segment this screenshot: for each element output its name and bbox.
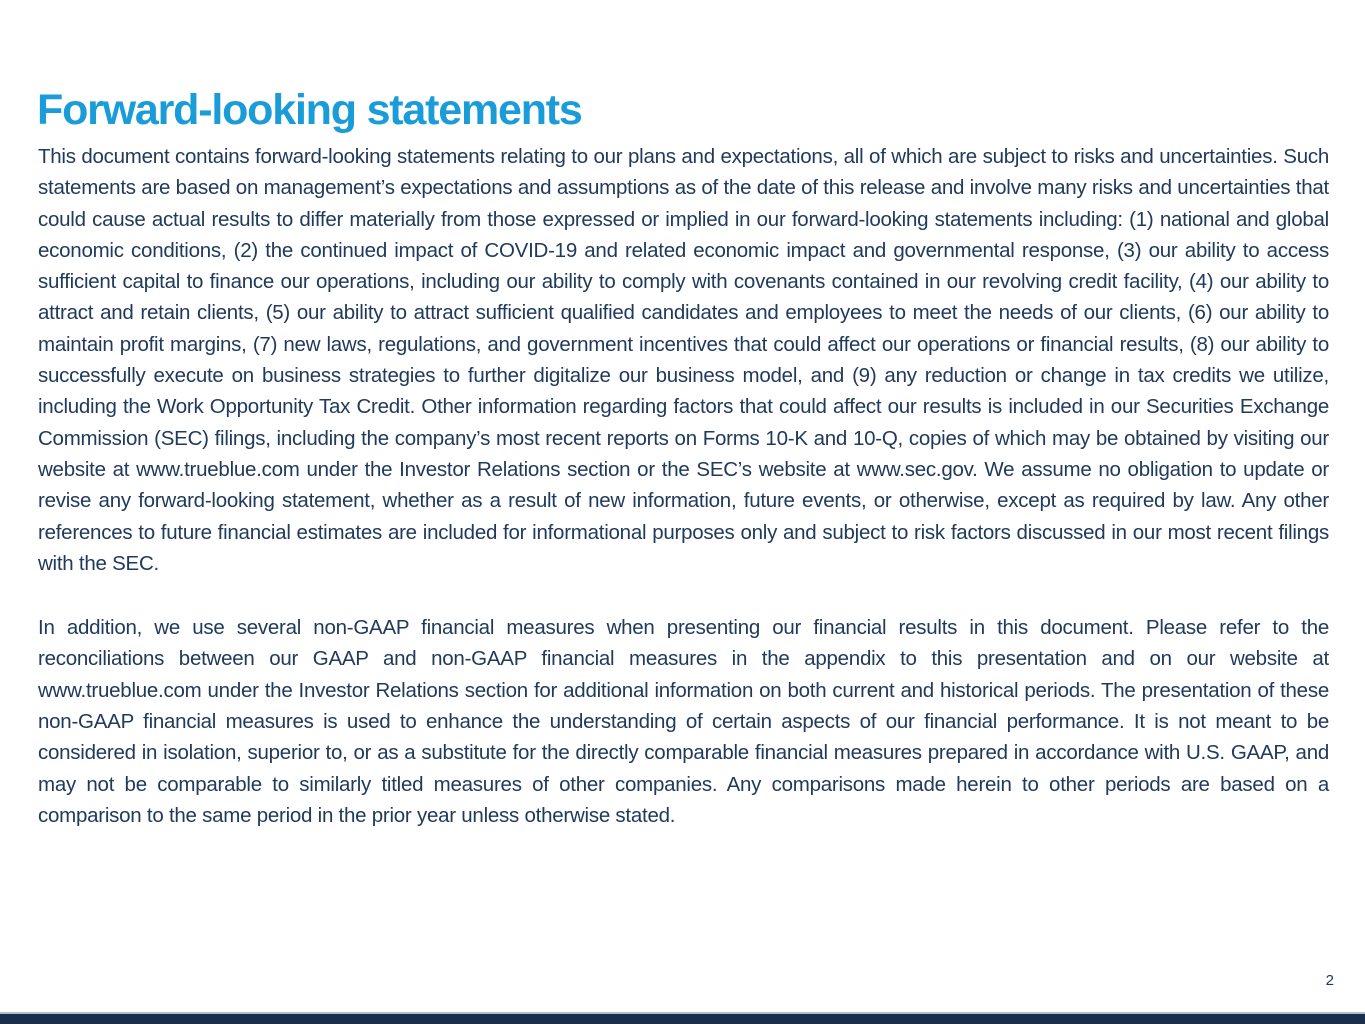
footer-bar (0, 1014, 1365, 1024)
body-text-block (38, 141, 1329, 831)
paragraph-forward-looking-disclaimer: This document contains forward-looking statements relating to our plans and expectations, all of which are subject to risks and uncertainties. Such statements are based on management’s expectations and assumptions as of the date of this release and involve many risks and uncertainties that could cause actual results to differ materially from those expressed or implied in our forward-looking statements including: (1) national and global economic conditions, (2) the continued impact of COVID-19 and related economic impact and governmental response, (3) our ability to access sufficient capital to finance our operations, including our ability to comply with covenants contained in our revolving credit facility, (4) our ability to attract and retain clients, (5) our ability to attract sufficient qualified candidates and employees to meet the needs of our clients, (6) our ability to maintain profit margins, (7) new laws, regulations, and government incentives that could affect our operations or financial results, (8) our ability to successfully execute on business strategies to further digitalize our business model, and (9) any reduction or change in tax credits we utilize, including the Work Opportunity Tax Credit. Other information regarding factors that could affect our results is included in our Securities Exchange Commission (SEC) filings, including the company’s most recent reports on Forms 10-K and 10-Q, copies of which may be obtained by visiting our website at www.trueblue.com under the Investor Relations section or the SEC’s website at www.sec.gov. We assume no obligation to update or revise any forward-looking statement, whether as a result of new information, future events, or otherwise, except as required by law. Any other references to future financial estimates are included for informational purposes only and subject to risk factors discussed in our most recent filings with the SEC. (38, 145, 1329, 575)
page-title: Forward-looking statements (37, 85, 582, 134)
page-number: 2 (1325, 972, 1334, 989)
paragraph-non-gaap-disclaimer: In addition, we use several non-GAAP financial measures when presenting our financial results in this document. Please refer to the reconciliations between our GAAP and non-GAAP financial measures in the appendix to this presentation and on our website at www.trueblue.com under the Investor Relations section for additional information on both current and historical periods. The presentation of these non-GAAP financial measures is used to enhance the understanding of certain aspects of our financial performance. It is not meant to be considered in isolation, superior to, or as a substitute for the directly comparable financial measures prepared in accordance with U.S. GAAP, and may not be comparable to similarly titled measures of other companies. Any comparisons made herein to other periods are based on a comparison to the same period in the prior year unless otherwise stated. (38, 616, 1329, 827)
